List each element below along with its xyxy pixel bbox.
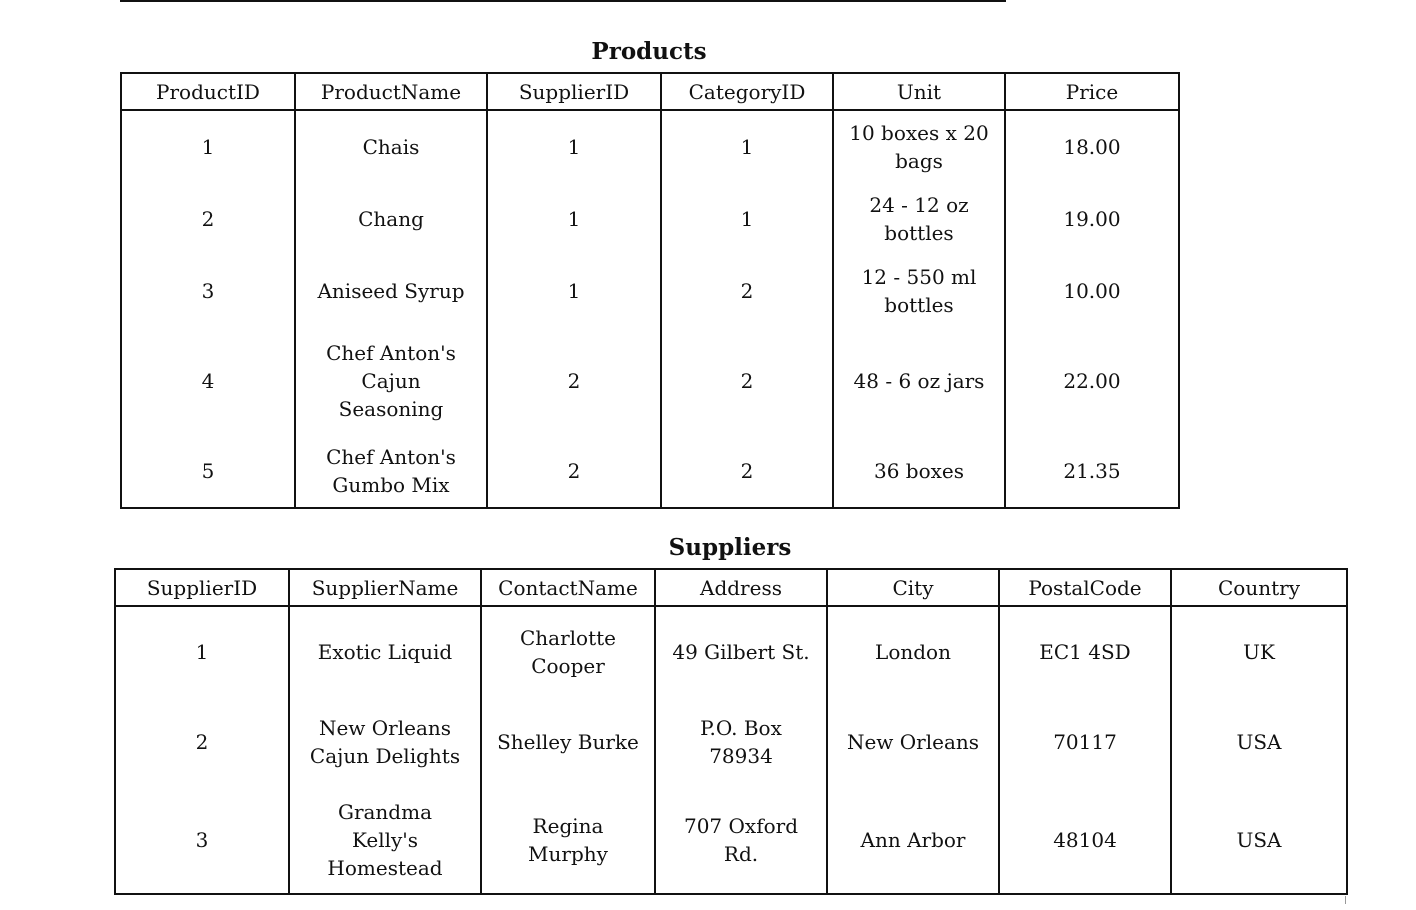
column-header-country: Country <box>1171 569 1347 606</box>
column-header-productid: ProductID <box>121 73 295 110</box>
table-cell: Chef Anton's Cajun Seasoning <box>295 327 487 435</box>
products-header-row <box>121 73 1179 110</box>
table-cell: Chais <box>295 110 487 183</box>
table-cell: Aniseed Syrup <box>295 255 487 327</box>
table-cell: 1 <box>487 183 661 255</box>
table-cell: USA <box>1171 787 1347 894</box>
table-cell: 12 - 550 ml bottles <box>833 255 1005 327</box>
table-cell: 1 <box>487 110 661 183</box>
table-cell: New Orleans <box>827 697 999 787</box>
table-cell: 22.00 <box>1005 327 1179 435</box>
column-header-supplierid: SupplierID <box>115 569 289 606</box>
table-cell: 19.00 <box>1005 183 1179 255</box>
table-cell: 24 - 12 oz bottles <box>833 183 1005 255</box>
table-cell: 2 <box>661 255 833 327</box>
column-header-city: City <box>827 569 999 606</box>
table-row <box>115 606 1347 697</box>
table-cell: 2 <box>115 697 289 787</box>
column-header-productname: ProductName <box>295 73 487 110</box>
table-cell: USA <box>1171 697 1347 787</box>
table-cell: 48 - 6 oz jars <box>833 327 1005 435</box>
table-cell: Regina Murphy <box>481 787 655 894</box>
table-cell: Charlotte Cooper <box>481 606 655 697</box>
table-cell: 2 <box>661 435 833 508</box>
table-cell: 10 boxes x 20 bags <box>833 110 1005 183</box>
suppliers-table <box>114 568 1348 895</box>
table-cell: 2 <box>487 435 661 508</box>
table-cell: 3 <box>115 787 289 894</box>
table-row <box>115 787 1347 894</box>
products-table <box>120 72 1180 509</box>
table-cell: P.O. Box 78934 <box>655 697 827 787</box>
table-cell: 4 <box>121 327 295 435</box>
table-cell: UK <box>1171 606 1347 697</box>
table-cell: 1 <box>661 110 833 183</box>
table-cell: 3 <box>121 255 295 327</box>
table-cell: 707 Oxford Rd. <box>655 787 827 894</box>
table-cell: 2 <box>487 327 661 435</box>
table-cell: 1 <box>661 183 833 255</box>
table-row <box>121 183 1179 255</box>
table-cell: London <box>827 606 999 697</box>
table-cell: 18.00 <box>1005 110 1179 183</box>
table-row <box>121 110 1179 183</box>
column-header-supplierid: SupplierID <box>487 73 661 110</box>
table-cell: 2 <box>661 327 833 435</box>
table-cell: 21.35 <box>1005 435 1179 508</box>
table-cell: 1 <box>487 255 661 327</box>
products-table-caption: Products <box>591 38 707 65</box>
table-cell: 5 <box>121 435 295 508</box>
table-cell: Ann Arbor <box>827 787 999 894</box>
table-row <box>121 435 1179 508</box>
page-corner-mark <box>1345 896 1346 904</box>
table-cell: Shelley Burke <box>481 697 655 787</box>
table-cell: Chang <box>295 183 487 255</box>
suppliers-header-row <box>115 569 1347 606</box>
table-row <box>121 327 1179 435</box>
table-cell: 36 boxes <box>833 435 1005 508</box>
column-header-price: Price <box>1005 73 1179 110</box>
previous-table-bottom-rule <box>120 0 1006 2</box>
column-header-categoryid: CategoryID <box>661 73 833 110</box>
column-header-address: Address <box>655 569 827 606</box>
table-cell: 70117 <box>999 697 1171 787</box>
table-cell: 2 <box>121 183 295 255</box>
column-header-postalcode: PostalCode <box>999 569 1171 606</box>
table-cell: 48104 <box>999 787 1171 894</box>
table-cell: 10.00 <box>1005 255 1179 327</box>
table-cell: Grandma Kelly's Homestead <box>289 787 481 894</box>
table-cell: EC1 4SD <box>999 606 1171 697</box>
column-header-unit: Unit <box>833 73 1005 110</box>
table-cell: New Orleans Cajun Delights <box>289 697 481 787</box>
table-cell: Chef Anton's Gumbo Mix <box>295 435 487 508</box>
table-cell: 49 Gilbert St. <box>655 606 827 697</box>
column-header-contactname: ContactName <box>481 569 655 606</box>
suppliers-table-caption: Suppliers <box>668 534 792 561</box>
table-row <box>115 697 1347 787</box>
table-cell: 1 <box>121 110 295 183</box>
table-cell: Exotic Liquid <box>289 606 481 697</box>
table-cell: 1 <box>115 606 289 697</box>
column-header-suppliername: SupplierName <box>289 569 481 606</box>
table-row <box>121 255 1179 327</box>
